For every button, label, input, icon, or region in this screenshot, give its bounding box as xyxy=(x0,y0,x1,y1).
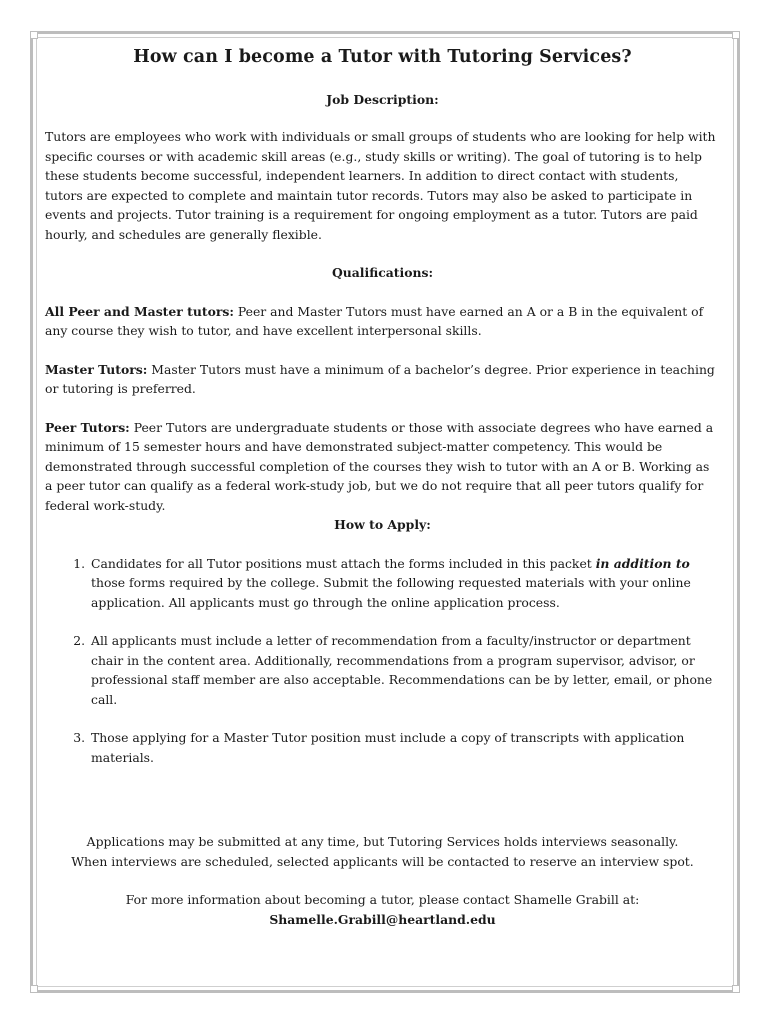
emphasis-text: in addition to xyxy=(595,555,690,571)
qualification-all-text: Peer and Master Tutors must have earned an A or a B in the equivalent of any course they wish to tutor, and have excellent interpersonal skills. xyxy=(45,303,704,338)
qualification-peer-text: Peer Tutors are undergraduate students or those with associate degrees who have earned a minimum of 15 semester hours and have demonstrated subject-matter competency. This would be demonstrated through successful completion of the courses they wish to tutor with an A or B. Working as a peer tutor can qualify as a federal work-study job, but we do not require that all peer tutors qualify for federal work-study. xyxy=(45,419,714,513)
corner-ornament xyxy=(732,31,740,39)
qualification-all-label: All Peer and Master tutors: xyxy=(45,303,234,319)
qualification-peer-tutors xyxy=(45,418,720,516)
contact-email[interactable]: Shamelle.Grabill@heartland.edu xyxy=(269,911,496,927)
qualification-master-text: Master Tutors must have a minimum of a bachelor’s degree. Prior experience in teaching or tutoring is preferred. xyxy=(45,361,715,396)
interview-schedule-note: Applications may be submitted at any time, but Tutoring Services holds interviews seasonally. When interviews are scheduled, selected applicants will be contacted to reserve an interview spot. xyxy=(71,834,694,869)
corner-ornament xyxy=(732,985,740,993)
page-title: How can I become a Tutor with Tutoring Services? xyxy=(133,47,632,67)
qualification-master-label: Master Tutors: xyxy=(45,361,148,377)
qualification-all-tutors xyxy=(45,302,720,341)
application-steps xyxy=(45,554,720,768)
list-item: 1. Candidates for all Tutor positions must attach the forms included in this packet in addition to those forms required by the college. Submit the following requested materials with your online application. All applicants must go through the online application process. xyxy=(89,554,720,613)
qualification-master-tutors xyxy=(45,360,720,399)
job-description-text: Tutors are employees who work with individuals or small groups of students who are looking for help with specific courses or with academic skill areas (e.g., study skills or writing). The goal of tutoring is to help these students become successful, independent learners. In addition to direct contact with students, tutors are expected to complete and maintain tutor records. Tutors may also be asked to participate in events and projects. Tutor training is a requirement for ongoing employment as a tutor. Tutors are paid hourly, and schedules are generally flexible. xyxy=(45,129,716,242)
list-item: 2. All applicants must include a letter of recommendation from a faculty/instructor or department chair in the content area. Additionally, recommendations from a program supervisor, advisor, or professional staff member are also acceptable. Recommendations can be by letter, email, or phone call. xyxy=(89,631,720,709)
contact-line: For more information about becoming a tutor, please contact Shamelle Grabill at: xyxy=(125,892,640,907)
list-item: 3. Those applying for a Master Tutor position must include a copy of transcripts with application materials. xyxy=(89,728,720,767)
corner-ornament xyxy=(30,985,38,993)
corner-ornament xyxy=(30,31,38,39)
how-to-apply-heading: How to Apply: xyxy=(334,517,431,532)
job-description-heading: Job Description: xyxy=(326,91,439,107)
qualification-peer-label: Peer Tutors: xyxy=(45,419,130,435)
qualifications-heading: Qualifications: xyxy=(331,265,434,280)
document-body xyxy=(45,48,720,929)
